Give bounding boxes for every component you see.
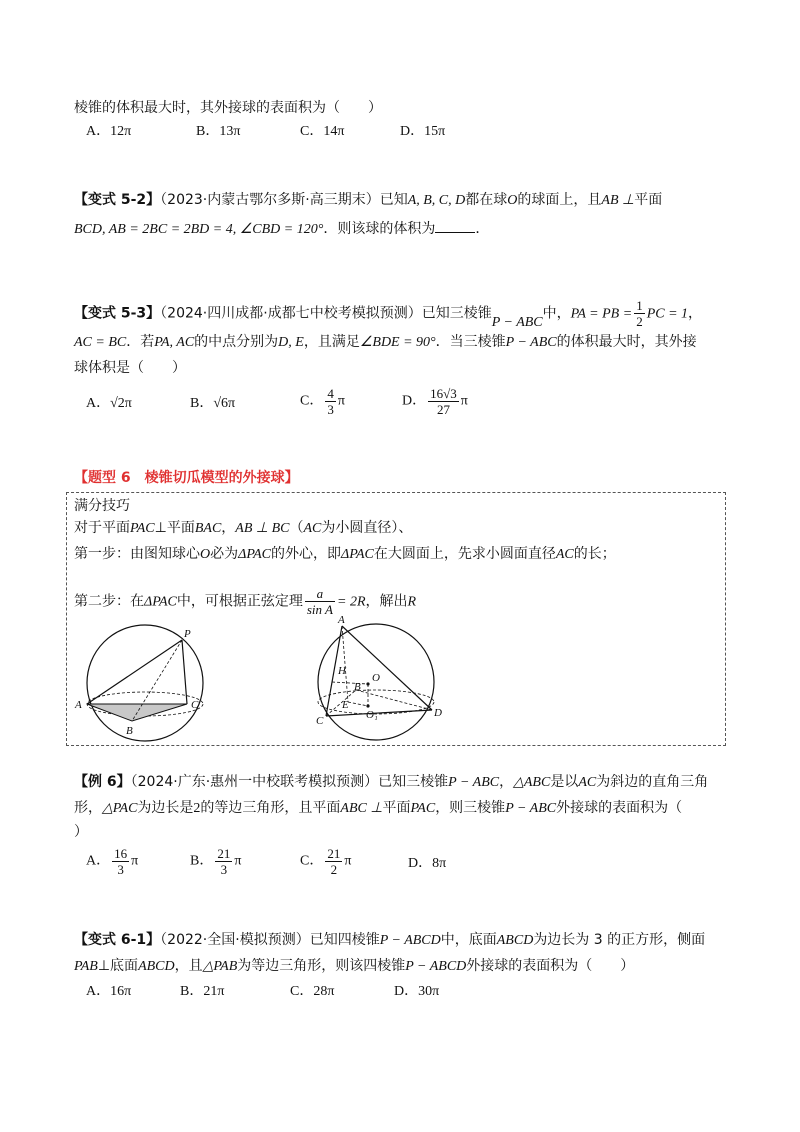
option-d[interactable]: D． $\frac{16√3}{27}$ π <box>402 386 468 417</box>
option-b[interactable]: B． $\frac{21}{3}$ π <box>190 846 242 877</box>
label-o1: O₁ <box>366 709 378 721</box>
options-row <box>86 982 686 1002</box>
option-d[interactable]: D．30π <box>394 984 440 999</box>
option-d[interactable]: D．15π <box>400 124 446 139</box>
sine-law-fraction: $\frac{a}{\text{sin A}}$ <box>306 586 333 617</box>
label-p: P <box>184 628 191 640</box>
option-a[interactable]: A．16π <box>86 984 132 999</box>
label-a: A <box>338 614 345 626</box>
example-6-line3: ） <box>74 824 88 840</box>
answer-blank[interactable] <box>435 218 475 233</box>
options-row <box>86 122 686 142</box>
example-tag: 【例 6】 <box>74 774 131 790</box>
label-c: C <box>191 699 199 711</box>
skill-line3: 第二步：在ΔPAC中，可根据正弦定理 $\frac{a}{\text{sin A}}$ = 2R，解出R <box>74 586 417 617</box>
label-c: C <box>316 715 324 727</box>
label-b: B <box>354 681 361 693</box>
fraction: $\frac{1}{2}$ <box>636 298 643 329</box>
variant-5-3-line3: 球体积是（ ） <box>74 360 186 376</box>
options-row <box>86 846 686 886</box>
option-b[interactable]: B．21π <box>180 984 225 999</box>
skill-title: 满分技巧 <box>74 498 130 514</box>
option-a[interactable]: A． $\frac{16}{3}$ π <box>86 846 139 877</box>
variant-tag: 【变式 6-1】 <box>74 932 161 948</box>
variant-5-2-line1: 【变式 5-2】（2023·内蒙古鄂尔多斯·高三期末）已知A, B, C, D都在球O的球面上，且AB ⊥平面 <box>74 192 663 208</box>
section-title: 【题型 6 棱锥切瓜模型的外接球】 <box>74 470 299 486</box>
skill-line2: 第一步：由图知球心O必为ΔPAC的外心，即ΔPAC在大圆面上，先求小圆面直径AC的长； <box>74 546 616 562</box>
option-b[interactable]: B．13π <box>196 124 241 139</box>
label-h: H <box>338 665 346 677</box>
label-d: D <box>434 707 442 719</box>
variant-6-1-line2: PAB⊥底面ABCD，且△PAB为等边三角形，则该四棱锥P − ABCD外接球的表面积为（ ） <box>74 958 635 974</box>
label-a: A <box>75 699 82 711</box>
skill-line1: 对于平面PAC⊥平面BAC，AB ⊥ BC（AC为小圆直径）、 <box>74 520 413 536</box>
option-a[interactable]: A．√2π <box>86 396 132 411</box>
variant-tag: 【变式 5-2】 <box>74 192 161 208</box>
options-row <box>86 386 686 426</box>
label-b: B <box>126 725 133 737</box>
stem-text: 棱锥的体积最大时，其外接球的表面积为（ ） <box>74 100 382 116</box>
question-stem <box>74 98 382 118</box>
variant-6-1-line1: 【变式 6-1】（2022·全国·模拟预测）已知四棱锥P − ABCD中，底面ABCD为边长为 3 的正方形，侧面 <box>74 932 706 948</box>
variant-5-2-line2: BCD, AB = 2BC = 2BD = 4, ∠CBD = 120°．则该球的体积为 ． <box>74 218 489 240</box>
example-6-line1: 【例 6】（2024·广东·惠州一中校联考模拟预测）已知三棱锥P − ABC，△ABC是以AC为斜边的直角三角 <box>74 774 709 790</box>
variant-5-3-line1: 【变式 5-3】（2024·四川成都·成都七中校考模拟预测）已知三棱锥P − ABC中，PA = PB = $\frac{1}{2}$ PC = 1， <box>74 298 703 330</box>
variant-tag: 【变式 5-3】 <box>74 305 161 322</box>
figure-sphere-2 <box>312 612 452 742</box>
variant-5-3-line2: AC = BC．若PA, AC的中点分别为D, E，且满足∠BDE = 90°．当三棱锥P − ABC的体积最大时，其外接 <box>74 334 697 350</box>
label-e: E <box>342 699 349 711</box>
example-6-line2: 形，△PAC为边长是2的等边三角形，且平面ABC ⊥平面PAC，则三棱锥P − ABC外接球的表面积为（ <box>74 800 683 816</box>
option-c[interactable]: C． $\frac{4}{3}$ π <box>300 386 345 417</box>
option-c[interactable]: C．14π <box>300 124 345 139</box>
option-d[interactable]: D．8π <box>408 856 447 871</box>
option-c[interactable]: C． $\frac{21}{2}$ π <box>300 846 352 877</box>
label-o: O <box>372 672 380 684</box>
figure-sphere-1 <box>70 624 220 744</box>
option-a[interactable]: A．12π <box>86 124 132 139</box>
option-c[interactable]: C．28π <box>290 984 335 999</box>
option-b[interactable]: B．√6π <box>190 396 236 411</box>
